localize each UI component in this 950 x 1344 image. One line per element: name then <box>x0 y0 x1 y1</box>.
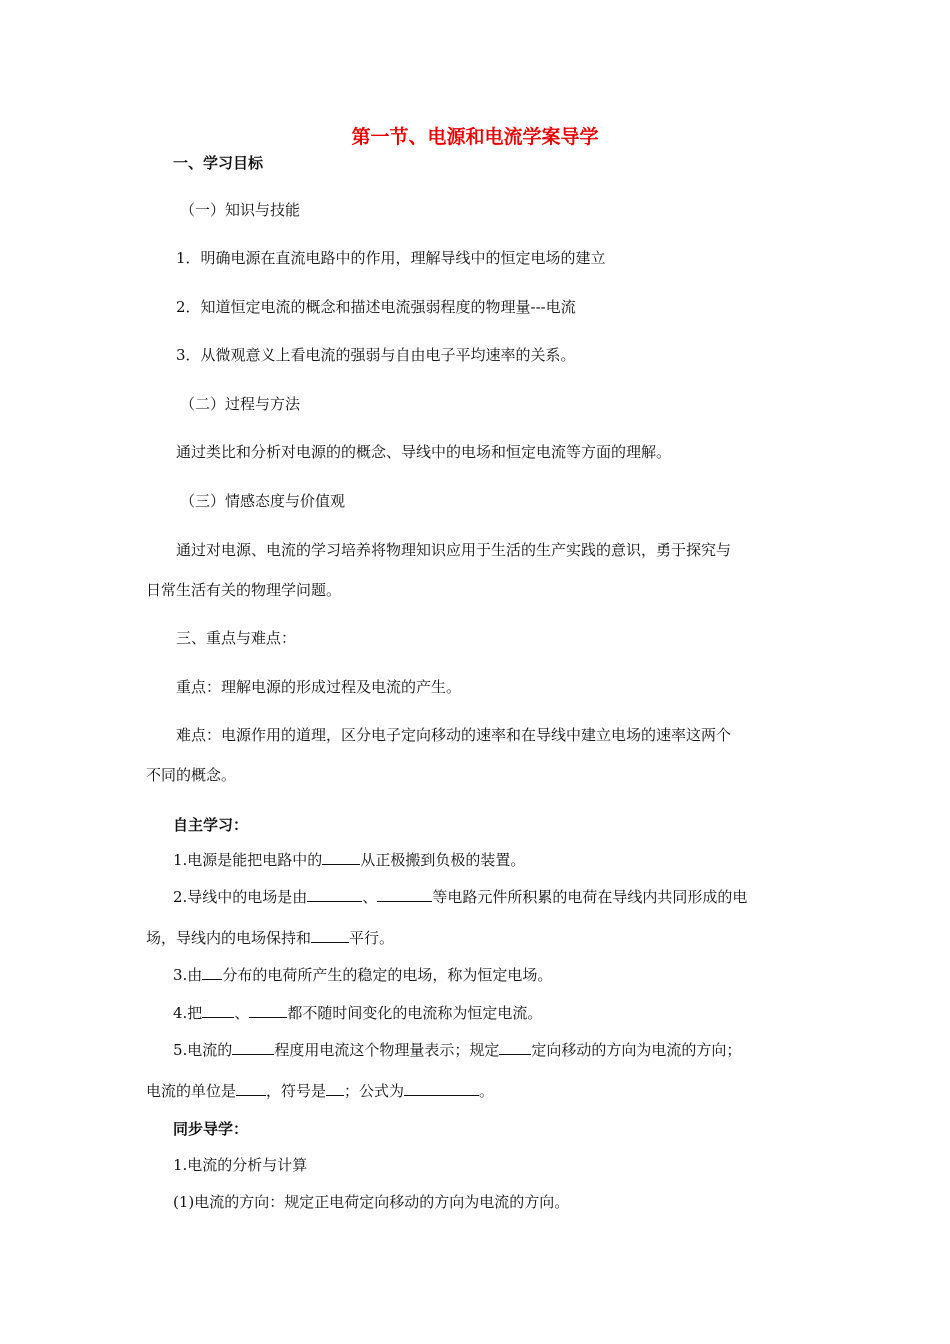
question-4: 4.把 、 都不随时间变化的电流称为恒定电流。 <box>173 1004 543 1022</box>
objective-item-2: 2．知道恒定电流的概念和描述电流强弱程度的物理量---电流 <box>176 298 576 316</box>
answer-blank[interactable] <box>236 1081 266 1096</box>
process-text: 通过类比和分析对电源的的概念、导线中的电场和恒定电流等方面的理解。 <box>176 443 672 461</box>
answer-blank[interactable] <box>311 928 349 943</box>
question-2-cont: 场，导线内的电场保持和 平行。 <box>146 929 395 947</box>
answer-blank[interactable] <box>326 1081 344 1096</box>
key-point: 重点：理解电源的形成过程及电流的产生。 <box>176 678 462 696</box>
subheading-attitude: （三）情感态度与价值观 <box>180 492 346 510</box>
answer-blank[interactable] <box>377 887 432 902</box>
self-study-heading: 自主学习： <box>173 816 249 834</box>
section-heading-objectives: 一、学习目标 <box>173 154 264 172</box>
question-5: 5.电流的 程度用电流这个物理量表示；规定 定向移动的方向为电流的方向； <box>173 1041 742 1059</box>
page-title: 第一节、电源和电流学案导学 <box>351 126 599 148</box>
answer-blank[interactable] <box>202 1003 234 1018</box>
question-3: 3.由 分布的电荷所产生的稳定的电场，称为恒定电场。 <box>173 966 553 984</box>
answer-blank[interactable] <box>232 1040 274 1055</box>
sync-study-heading: 同步导学： <box>173 1120 249 1138</box>
question-2: 2.导线中的电场是由 、 等电路元件所积累的电荷在导线内共同形成的电 <box>173 888 748 906</box>
difficulty-line1: 难点：电源作用的道理，区分电子定向移动的速率和在导线中建立电场的速率这两个 <box>176 726 732 744</box>
answer-blank[interactable] <box>499 1040 531 1055</box>
subheading-knowledge: （一）知识与技能 <box>180 201 301 219</box>
objective-item-3: 3．从微观意义上看电流的强弱与自由电子平均速率的关系。 <box>176 346 576 364</box>
answer-blank[interactable] <box>322 850 360 865</box>
subheading-process: （二）过程与方法 <box>180 395 301 413</box>
section-heading-keypoints: 三、重点与难点： <box>176 629 297 647</box>
sync-paragraph-1: 1.电流的分析与计算 <box>173 1156 308 1174</box>
difficulty-line2: 不同的概念。 <box>146 766 237 784</box>
objective-item-1: 1．明确电源在直流电路中的作用，理解导线中的恒定电场的建立 <box>176 249 606 267</box>
answer-blank[interactable] <box>404 1081 479 1096</box>
attitude-text-line1: 通过对电源、电流的学习培养将物理知识应用于生活的生产实践的意识，勇于探究与 <box>176 541 732 559</box>
answer-blank[interactable] <box>307 887 362 902</box>
attitude-text-line2: 日常生活有关的物理学问题。 <box>146 581 342 599</box>
question-1: 1.电源是能把电路中的 从正极搬到负极的装置。 <box>173 851 526 869</box>
answer-blank[interactable] <box>202 965 222 980</box>
answer-blank[interactable] <box>249 1003 287 1018</box>
question-5-cont: 电流的单位是 ，符号是 ；公式为 。 <box>146 1082 495 1100</box>
sync-paragraph-2: (1)电流的方向：规定正电荷定向移动的方向为电流的方向。 <box>173 1193 570 1211</box>
